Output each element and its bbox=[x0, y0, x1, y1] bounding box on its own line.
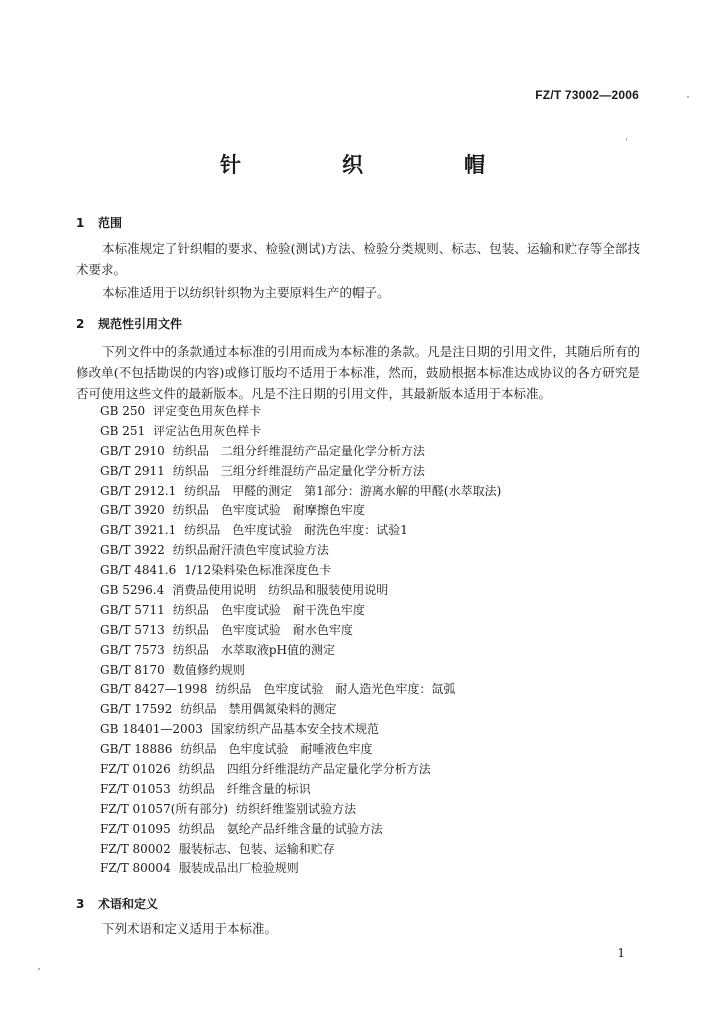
reference-item bbox=[100, 581, 640, 601]
reference-title: 纺织品 甲醛的测定 第1部分：游离水解的甲醛(水萃取法) bbox=[184, 483, 502, 498]
reference-code: GB 251 bbox=[100, 423, 146, 438]
reference-item bbox=[100, 700, 640, 720]
reference-code: GB/T 17592 bbox=[100, 702, 173, 717]
reference-title: 评定变色用灰色样卡 bbox=[153, 404, 262, 418]
reference-code: GB/T 7573 bbox=[100, 642, 165, 657]
reference-item bbox=[100, 720, 640, 740]
reference-title: 评定沾色用灰色样卡 bbox=[153, 423, 262, 438]
reference-title: 纺织品 色牢度试验 耐人造光色牢度：氙弧 bbox=[215, 682, 456, 697]
scan-speck bbox=[626, 138, 627, 141]
reference-code: GB/T 3922 bbox=[100, 543, 165, 558]
reference-code: GB 5296.4 bbox=[100, 583, 165, 598]
reference-title: 纺织品 四组分纤维混纺产品定量化学分析方法 bbox=[178, 762, 431, 777]
reference-title: 纺织品 色牢度试验 耐水色牢度 bbox=[172, 622, 353, 637]
reference-code: GB 18401—2003 bbox=[100, 722, 203, 737]
paragraph-scope-1: 本标准规定了针织帽的要求、检验(测试)方法、检验分类规则、标志、包装、运输和贮存等全部技术要求。 bbox=[76, 241, 640, 277]
reference-title: 纺织品耐汗渍色牢度试验方法 bbox=[172, 543, 329, 558]
reference-title: 国家纺织产品基本安全技术规范 bbox=[210, 722, 379, 737]
reference-code: GB/T 2911 bbox=[100, 463, 165, 478]
section-title: 规范性引用文件 bbox=[98, 317, 183, 331]
reference-item bbox=[100, 462, 640, 482]
reference-item bbox=[100, 521, 640, 541]
reference-title: 纺织品 色牢度试验 耐洗色牢度：试验1 bbox=[184, 523, 408, 538]
paragraph-scope-2: 本标准适用于以纺织针织物为主要原料生产的帽子。 bbox=[102, 285, 390, 300]
reference-title: 消费品使用说明 纺织品和服装使用说明 bbox=[172, 583, 389, 598]
section-title: 术语和定义 bbox=[98, 897, 159, 911]
reference-title: 服装标志、包装、运输和贮存 bbox=[178, 841, 335, 856]
reference-code: GB/T 5713 bbox=[100, 622, 165, 637]
reference-code: FZ/T 01095 bbox=[100, 821, 171, 836]
reference-title: 纺织品 纤维含量的标识 bbox=[178, 781, 311, 796]
reference-code: GB/T 5711 bbox=[100, 602, 165, 617]
reference-title: 纺织品 二组分纤维混纺产品定量化学分析方法 bbox=[172, 443, 425, 458]
section-title: 范围 bbox=[98, 216, 123, 230]
reference-item bbox=[100, 820, 640, 840]
reference-code: FZ/T 01057(所有部分) bbox=[100, 801, 229, 816]
reference-code: GB/T 3920 bbox=[100, 503, 165, 518]
reference-code: GB 250 bbox=[100, 404, 146, 418]
reference-item bbox=[100, 561, 640, 581]
reference-title: 1/12染料染色标准深度色卡 bbox=[184, 563, 332, 578]
reference-item bbox=[100, 402, 640, 422]
reference-list bbox=[100, 402, 640, 879]
reference-code: GB/T 3921.1 bbox=[100, 523, 177, 538]
reference-item bbox=[100, 501, 640, 521]
paragraph-references-intro: 下列文件中的条款通过本标准的引用而成为本标准的条款。凡是注日期的引用文件，其随后所有的修改单(不包括勘误的内容)或修订版均不适用于本标准，然而，鼓励根据本标准达成协议的各方研究是否可使用这些文件的最新版本。凡是不注日期的引用文件，其最新版本适用于本标准。 bbox=[76, 344, 640, 401]
reference-title: 服装成品出厂检验规则 bbox=[178, 861, 299, 876]
reference-title: 纺织品 色牢度试验 耐唾液色牢度 bbox=[180, 742, 373, 757]
reference-item bbox=[100, 422, 640, 442]
standard-code: FZ/T 73002—2006 bbox=[535, 88, 639, 102]
reference-code: FZ/T 80002 bbox=[100, 841, 171, 856]
document-title: 针 织 帽 bbox=[220, 153, 525, 177]
reference-title: 数值修约规则 bbox=[172, 662, 245, 677]
reference-item bbox=[100, 601, 640, 621]
reference-code: GB/T 2912.1 bbox=[100, 483, 177, 498]
reference-item bbox=[100, 482, 640, 502]
reference-title: 纺织品 禁用偶氮染料的测定 bbox=[180, 702, 337, 717]
reference-code: GB/T 8427—1998 bbox=[100, 682, 208, 697]
reference-code: FZ/T 01026 bbox=[100, 762, 171, 777]
reference-title: 纺织品 水萃取液pH值的测定 bbox=[172, 642, 335, 657]
reference-item bbox=[100, 661, 640, 681]
reference-title: 纺织品 色牢度试验 耐干洗色牢度 bbox=[172, 602, 365, 617]
section-number: 2 bbox=[76, 317, 85, 331]
reference-title: 纺织纤维鉴别试验方法 bbox=[236, 801, 357, 816]
reference-item bbox=[100, 621, 640, 641]
reference-item bbox=[100, 780, 640, 800]
section-heading-scope bbox=[76, 214, 122, 231]
reference-item bbox=[100, 840, 640, 860]
reference-item bbox=[100, 680, 640, 700]
reference-item bbox=[100, 859, 640, 879]
paragraph-terms-intro: 下列术语和定义适用于本标准。 bbox=[102, 921, 278, 936]
section-heading-terms bbox=[76, 895, 158, 912]
reference-title: 纺织品 色牢度试验 耐摩擦色牢度 bbox=[172, 503, 365, 518]
reference-code: FZ/T 80004 bbox=[100, 861, 171, 876]
scan-speck bbox=[38, 968, 40, 970]
section-number: 1 bbox=[76, 216, 85, 230]
section-number: 3 bbox=[76, 897, 85, 911]
reference-item bbox=[100, 541, 640, 561]
reference-code: GB/T 18886 bbox=[100, 742, 173, 757]
reference-item bbox=[100, 641, 640, 661]
reference-code: GB/T 4841.6 bbox=[100, 563, 177, 578]
reference-item bbox=[100, 442, 640, 462]
reference-item bbox=[100, 800, 640, 820]
reference-code: GB/T 2910 bbox=[100, 443, 165, 458]
reference-title: 纺织品 三组分纤维混纺产品定量化学分析方法 bbox=[172, 463, 425, 478]
page-number: 1 bbox=[617, 946, 625, 960]
reference-title: 纺织品 氨纶产品纤维含量的试验方法 bbox=[178, 821, 383, 836]
section-heading-normative-references bbox=[76, 315, 182, 332]
reference-code: FZ/T 01053 bbox=[100, 781, 171, 796]
scan-speck bbox=[687, 96, 689, 98]
reference-item bbox=[100, 740, 640, 760]
reference-code: GB/T 8170 bbox=[100, 662, 165, 677]
reference-item bbox=[100, 760, 640, 780]
